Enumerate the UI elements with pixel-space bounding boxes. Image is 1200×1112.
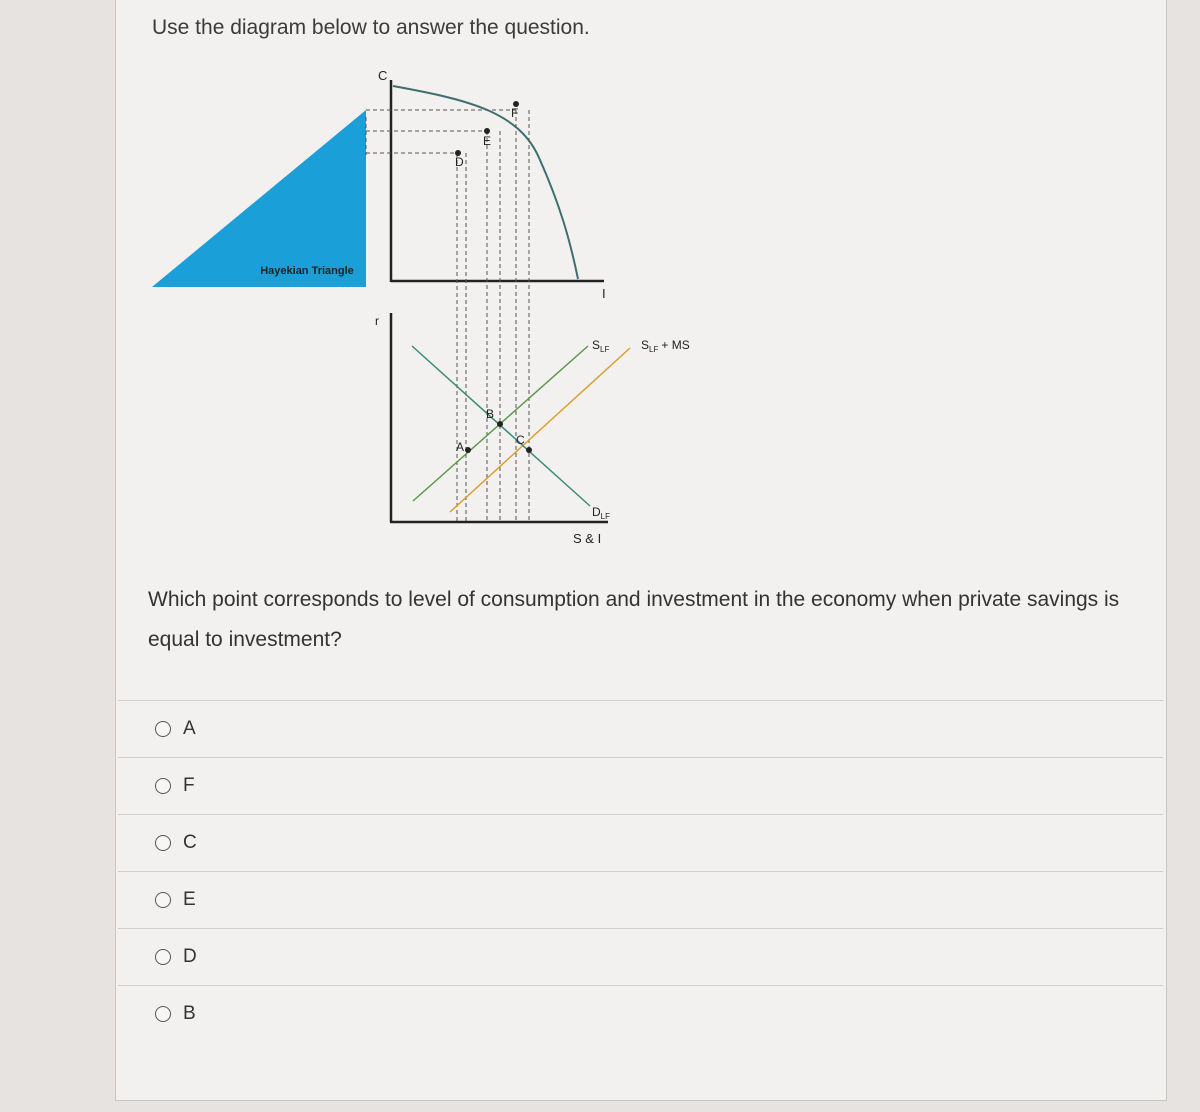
radio-d[interactable] xyxy=(155,949,171,965)
option-d[interactable] xyxy=(118,928,1163,985)
radio-b[interactable] xyxy=(155,1006,171,1022)
option-a[interactable] xyxy=(118,700,1163,757)
radio-a[interactable] xyxy=(155,721,171,737)
point-c xyxy=(526,447,532,453)
option-f[interactable] xyxy=(118,757,1163,814)
option-f-label: F xyxy=(183,775,195,796)
point-a xyxy=(465,447,471,453)
option-c-label: C xyxy=(183,832,197,853)
point-b-label: B xyxy=(486,407,495,421)
bottom-y-label: r xyxy=(375,314,379,328)
option-a-label: A xyxy=(183,718,196,739)
option-e-label: E xyxy=(183,889,196,910)
radio-f[interactable] xyxy=(155,778,171,794)
hayekian-triangle xyxy=(152,110,366,287)
instruction-text: Use the diagram below to answer the question. xyxy=(152,16,590,39)
option-c[interactable] xyxy=(118,814,1163,871)
point-f-label: F xyxy=(511,106,519,120)
point-b xyxy=(497,421,503,427)
point-c-label: C xyxy=(516,433,525,447)
option-d-label: D xyxy=(183,946,197,967)
radio-e[interactable] xyxy=(155,892,171,908)
top-y-label: C xyxy=(378,68,388,83)
option-b-label: B xyxy=(183,1003,196,1024)
triangle-label: Hayekian Triangle xyxy=(260,265,354,277)
option-b[interactable] xyxy=(118,985,1163,1042)
point-e-label: E xyxy=(483,134,492,148)
slf-ms-curve xyxy=(450,348,630,512)
bottom-x-label: S & I xyxy=(573,531,602,546)
radio-c[interactable] xyxy=(155,835,171,851)
slf-label: $S_{LF}$ xyxy=(592,338,610,354)
point-d-label: D xyxy=(455,155,464,169)
point-a-label: A xyxy=(456,440,465,454)
option-e[interactable] xyxy=(118,871,1163,928)
top-x-label: I xyxy=(602,286,606,301)
ppf-curve xyxy=(393,86,578,279)
question-text: Which point corresponds to level of consumption and investment in the economy when private savings is equal to investment? xyxy=(148,588,1120,651)
dlf-label: $D_{LF}$ xyxy=(592,505,611,521)
slf-ms-label: $S_{LF}$ + MS xyxy=(641,338,690,354)
